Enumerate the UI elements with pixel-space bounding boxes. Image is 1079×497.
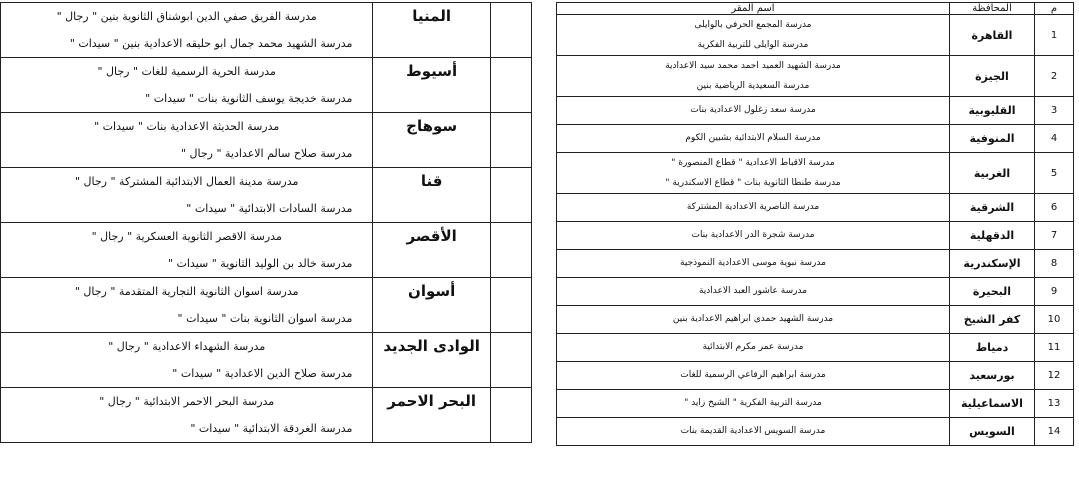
venue-cell	[557, 250, 950, 278]
governorate-name: الشرقية	[950, 194, 1035, 222]
row-number: 6	[1035, 194, 1074, 222]
venue-name: مدرسة طنطا الثانوية بنات " قطاع الاسكندرية "	[665, 178, 841, 188]
left-table-row	[1, 113, 532, 168]
governorate-name: المنوفية	[950, 125, 1035, 153]
right-table-row	[557, 194, 1074, 222]
venue-name: مدرسة اسوان الثانوية التجارية المتقدمة " رجال "	[74, 285, 299, 298]
venue-name: مدرسة الحديثة الاعدادية بنات " سيدات "	[94, 120, 280, 133]
header-governorate: المحافظة	[950, 3, 1035, 15]
governorate-name: أسوان	[373, 278, 490, 333]
right-table-row	[557, 418, 1074, 446]
venue-cell	[557, 278, 950, 306]
blank-cell	[490, 58, 531, 113]
venue-name: مدرسة البحر الاحمر الابتدائية " رجال "	[99, 395, 275, 408]
row-number: 11	[1035, 334, 1074, 362]
venue-name: مدرسة الوايلى للتربية الفكرية	[697, 40, 809, 50]
blank-cell	[490, 113, 531, 168]
governorate-name: قنا	[373, 168, 490, 223]
governorate-name: القليوبية	[950, 97, 1035, 125]
right-table-row	[557, 15, 1074, 56]
venue-name: مدرسة الغردقة الابتدائية " سيدات "	[190, 422, 353, 435]
venue-name: مدرسة الاقصر الثانوية العسكرية " رجال "	[91, 230, 282, 243]
venue-name: مدرسة سعد زغلول الاعدادية بنات	[690, 105, 816, 115]
right-table-row	[557, 222, 1074, 250]
row-number: 7	[1035, 222, 1074, 250]
blank-cell	[490, 223, 531, 278]
venue-name: مدرسة شجرة الدر الاعدادية بنات	[691, 230, 815, 240]
venue-cell	[1, 113, 373, 168]
right-table-body	[557, 15, 1074, 446]
governorate-name: الوادى الجديد	[373, 333, 490, 388]
right-table-row	[557, 125, 1074, 153]
right-venues-table	[556, 2, 1074, 446]
venue-cell	[557, 97, 950, 125]
row-number: 8	[1035, 250, 1074, 278]
venue-name: مدرسة مدينة العمال الابتدائية المشتركة " رجال "	[74, 175, 299, 188]
venue-cell	[557, 15, 950, 56]
venue-name: مدرسة ابراهيم الرفاعي الرسمية للغات	[680, 370, 826, 380]
right-table-row	[557, 278, 1074, 306]
governorate-name: سوهاج	[373, 113, 490, 168]
governorate-name: كفر الشيخ	[950, 306, 1035, 334]
venue-name: مدرسة الناصرية الاعدادية المشتركة	[686, 202, 820, 212]
left-table-row	[1, 278, 532, 333]
row-number: 12	[1035, 362, 1074, 390]
header-number: م	[1035, 3, 1074, 15]
governorate-name: القاهرة	[950, 15, 1035, 56]
venue-name: مدرسة صلاح سالم الاعدادية " رجال "	[180, 147, 353, 160]
venue-cell	[1, 278, 373, 333]
left-table-row	[1, 3, 532, 58]
venue-cell	[557, 153, 950, 194]
left-table-row	[1, 223, 532, 278]
venue-name: مدرسة السويس الاعدادية القديمة بنات	[680, 426, 826, 436]
venue-name: مدرسة السعيدية الرياضية بنين	[696, 81, 810, 91]
venue-cell	[557, 56, 950, 97]
venue-name: مدرسة الشهيد محمد جمال ابو حليقه الاعدادية بنين " سيدات "	[69, 37, 353, 50]
venue-cell	[557, 222, 950, 250]
row-number: 4	[1035, 125, 1074, 153]
venue-cell	[557, 125, 950, 153]
row-number: 13	[1035, 390, 1074, 418]
left-table-row	[1, 388, 532, 443]
left-table-row	[1, 333, 532, 388]
venue-cell	[557, 334, 950, 362]
left-table-row	[1, 58, 532, 113]
venue-cell	[557, 418, 950, 446]
governorate-name: الدقهلية	[950, 222, 1035, 250]
venue-cell	[1, 333, 373, 388]
row-number: 1	[1035, 15, 1074, 56]
venue-cell	[1, 223, 373, 278]
right-table-header-row	[557, 3, 1074, 15]
venue-name: مدرسة التربية الفكرية " الشيخ زايد "	[684, 398, 822, 408]
row-number: 2	[1035, 56, 1074, 97]
governorate-name: السويس	[950, 418, 1035, 446]
governorate-name: الإسكندرية	[950, 250, 1035, 278]
governorate-name: المنيا	[373, 3, 490, 58]
blank-cell	[490, 278, 531, 333]
row-number: 14	[1035, 418, 1074, 446]
governorate-name: الاسماعيلية	[950, 390, 1035, 418]
governorate-name: بورسعيد	[950, 362, 1035, 390]
governorate-name: أسيوط	[373, 58, 490, 113]
governorate-name: الجيزة	[950, 56, 1035, 97]
venue-cell	[1, 168, 373, 223]
venue-cell	[557, 306, 950, 334]
venue-cell	[557, 390, 950, 418]
venue-name: مدرسة اسوان الثانوية بنات " سيدات "	[177, 312, 353, 325]
row-number: 10	[1035, 306, 1074, 334]
venue-name: مدرسة الحرية الرسمية للغات " رجال "	[97, 65, 276, 78]
governorate-name: الأقصر	[373, 223, 490, 278]
blank-cell	[490, 388, 531, 443]
right-table-row	[557, 56, 1074, 97]
venue-name: مدرسة السادات الابتدائية " سيدات "	[186, 202, 353, 215]
row-number: 5	[1035, 153, 1074, 194]
venue-name: مدرسة عمر مكرم الابتدائية	[702, 342, 804, 352]
venue-name: مدرسة الشهيد العميد احمد محمد سيد الاعدادية	[665, 61, 841, 71]
right-table-row	[557, 390, 1074, 418]
venue-cell	[557, 362, 950, 390]
right-table-row	[557, 97, 1074, 125]
governorate-name: البحر الاحمر	[373, 388, 490, 443]
right-table-row	[557, 334, 1074, 362]
venue-name: مدرسة خديجة يوسف الثانوية بنات " سيدات "	[145, 92, 353, 105]
right-table-row	[557, 250, 1074, 278]
venue-cell	[1, 388, 373, 443]
venue-cell	[1, 58, 373, 113]
row-number: 9	[1035, 278, 1074, 306]
venue-name: مدرسة صلاح الدين الاعدادية " سيدات "	[172, 367, 353, 380]
venue-cell	[1, 3, 373, 58]
venue-name: مدرسة المجمع الحرفي بالوايلى	[694, 20, 812, 30]
venue-name: مدرسة الشهداء الاعدادية " رجال "	[108, 340, 266, 353]
venue-name: مدرسة نبوية موسى الاعدادية النموذجية	[680, 258, 826, 268]
venue-name: مدرسة عاشور العبد الاعدادية	[698, 286, 808, 296]
left-table-row	[1, 168, 532, 223]
right-table-row	[557, 153, 1074, 194]
left-table-body	[1, 3, 532, 443]
venue-cell	[557, 194, 950, 222]
row-number: 3	[1035, 97, 1074, 125]
venue-name: مدرسة السلام الابتدائية بشبين الكوم	[685, 133, 821, 143]
governorate-name: البحيرة	[950, 278, 1035, 306]
governorate-name: الغربية	[950, 153, 1035, 194]
right-table-row	[557, 362, 1074, 390]
blank-cell	[490, 3, 531, 58]
header-venue: اسم المقر	[557, 3, 950, 15]
blank-cell	[490, 168, 531, 223]
venue-name: مدرسة الفريق صفي الدين ابوشناق الثانوية بنين " رجال "	[56, 10, 317, 23]
governorate-name: دمياط	[950, 334, 1035, 362]
venue-name: مدرسة الاقباط الاعدادية " قطاع المنصورة "	[671, 158, 835, 168]
right-table-row	[557, 306, 1074, 334]
venue-name: مدرسة الشهيد حمدى ابراهيم الاعدادية بنين	[672, 314, 834, 324]
blank-cell	[490, 333, 531, 388]
venue-name: مدرسة خالد بن الوليد الثانوية " سيدات "	[167, 257, 353, 270]
left-venues-table	[0, 2, 532, 443]
